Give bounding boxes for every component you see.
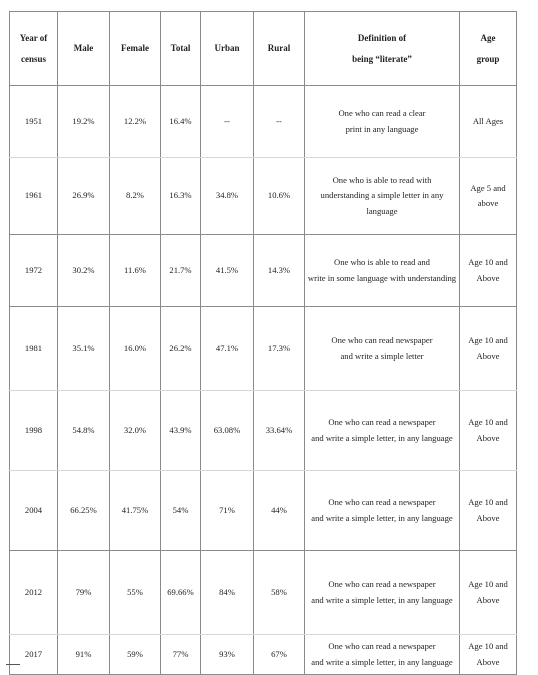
cell-age-group: All Ages [460,86,517,158]
cell-year: 1981 [10,307,58,391]
cell-female: 41.75% [110,471,161,551]
cell-rural: -- [254,86,305,158]
cell-rural: 58% [254,551,305,635]
table-row [10,86,517,158]
cell-urban: -- [201,86,254,158]
cell-urban: 93% [201,635,254,675]
header-total: Total [161,12,201,86]
cell-year: 1961 [10,158,58,235]
cell-female: 11.6% [110,235,161,307]
cell-total: 77% [161,635,201,675]
cell-total: 21.7% [161,235,201,307]
cell-male: 79% [58,551,110,635]
cell-definition: One who can read a newspaper and write a simple letter, in any language [305,471,460,551]
cell-year: 1972 [10,235,58,307]
cell-male: 66.25% [58,471,110,551]
cell-year: 1998 [10,391,58,471]
cell-urban: 84% [201,551,254,635]
table-row [10,391,517,471]
cell-male: 54.8% [58,391,110,471]
cell-urban: 71% [201,471,254,551]
cell-rural: 14.3% [254,235,305,307]
cell-rural: 44% [254,471,305,551]
cell-age-group: Age 10 and Above [460,307,517,391]
cell-total: 54% [161,471,201,551]
cell-female: 55% [110,551,161,635]
cell-urban: 34.8% [201,158,254,235]
cell-rural: 10.6% [254,158,305,235]
header-row [10,12,517,86]
cell-rural: 33.64% [254,391,305,471]
cell-female: 32.0% [110,391,161,471]
cell-age-group: Age 10 and Above [460,471,517,551]
cell-female: 16.0% [110,307,161,391]
cell-definition: One who is able to read with understanding a simple letter in any language [305,158,460,235]
cell-total: 16.3% [161,158,201,235]
literacy-census-table [9,11,517,675]
cell-year: 1951 [10,86,58,158]
cell-total: 26.2% [161,307,201,391]
cell-male: 26.9% [58,158,110,235]
cell-definition: One who can read a newspaper and write a simple letter, in any language [305,391,460,471]
cell-male: 30.2% [58,235,110,307]
header-male: Male [58,12,110,86]
divider [6,664,20,665]
table-row [10,635,517,675]
table-row [10,158,517,235]
cell-age-group: Age 10 and Above [460,551,517,635]
cell-year: 2004 [10,471,58,551]
cell-definition: One who is able to read and write in some language with understanding [305,235,460,307]
header-age-group: Age group [460,12,517,86]
cell-rural: 17.3% [254,307,305,391]
cell-age-group: Age 10 and Above [460,235,517,307]
header-rural: Rural [254,12,305,86]
cell-female: 59% [110,635,161,675]
table-row [10,235,517,307]
cell-definition: One who can read a newspaper and write a simple letter, in any language [305,551,460,635]
cell-urban: 63.08% [201,391,254,471]
cell-male: 19.2% [58,86,110,158]
cell-total: 69.66% [161,551,201,635]
header-female: Female [110,12,161,86]
cell-urban: 41.5% [201,235,254,307]
table-row [10,471,517,551]
cell-total: 16.4% [161,86,201,158]
cell-definition: One who can read newspaper and write a simple letter [305,307,460,391]
cell-year: 2017 [10,635,58,675]
cell-year: 2012 [10,551,58,635]
cell-female: 8.2% [110,158,161,235]
header-definition: Definition of being “literate” [305,12,460,86]
header-urban: Urban [201,12,254,86]
cell-definition: One who can read a clear print in any language [305,86,460,158]
header-year: Year of census [10,12,58,86]
cell-male: 35.1% [58,307,110,391]
cell-total: 43.9% [161,391,201,471]
cell-age-group: Age 10 and Above [460,635,517,675]
table-row [10,307,517,391]
cell-male: 91% [58,635,110,675]
cell-female: 12.2% [110,86,161,158]
cell-definition: One who can read a newspaper and write a simple letter, in any language [305,635,460,675]
cell-rural: 67% [254,635,305,675]
cell-urban: 47.1% [201,307,254,391]
table-row [10,551,517,635]
cell-age-group: Age 10 and Above [460,391,517,471]
cell-age-group: Age 5 and above [460,158,517,235]
